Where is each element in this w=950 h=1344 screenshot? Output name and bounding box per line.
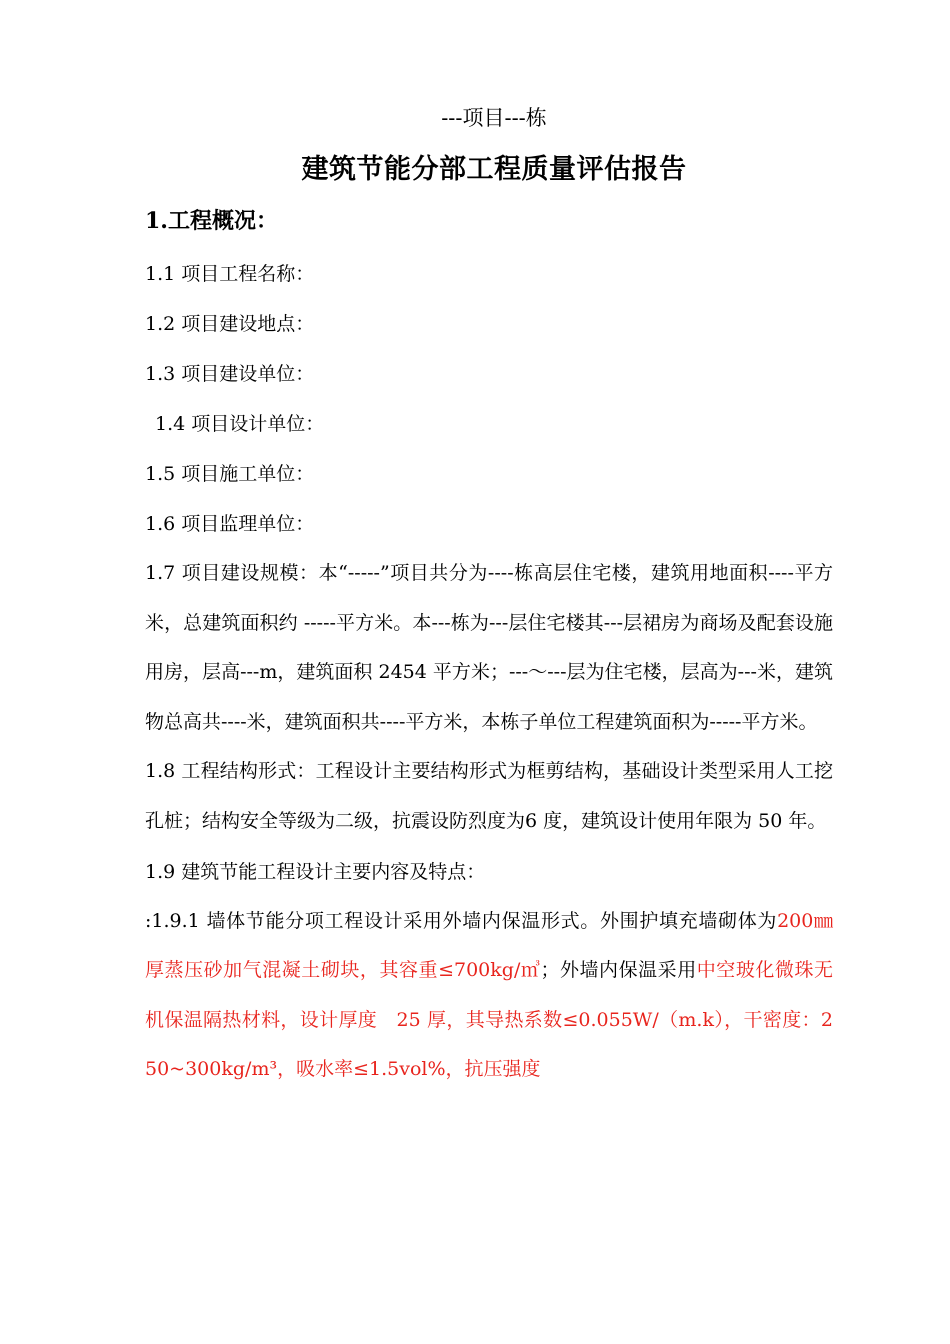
paragraph-structure-form: 1.8 工程结构形式：工程设计主要结构形式为框剪结构，基础设计类型采用人工挖孔桩；结构安全等级为二级，抗震设防烈度为6 度，建筑设计使用年限为 50 年。 [145,760,833,832]
wall-text-insulation-spec: 中空玻化微珠无机保温隔热材料，设计厚度 25 厚，其导热系数≤0.055W/（m.k），干密度：250~300kg/m³，吸水率≤1.5vol%，抗压强度 [145,959,833,1081]
wall-text-middle: ；外墙内保温采用 [540,959,697,982]
wall-text-intro: :1.9.1 墙体节能分项工程设计采用外墙内保温形式。外围护填充墙砌体为 [145,909,778,932]
item-project-name: 1.1 项目工程名称： [145,263,315,285]
item-energy-design-heading: 1.9 建筑节能工程设计主要内容及特点： [145,860,486,883]
section-heading-overview: 1.工程概况： [145,208,278,234]
item-project-location: 1.2 项目建设地点： [145,313,315,335]
item-builder-unit: 1.5 项目施工单位： [145,463,315,485]
item-construction-unit: 1.3 项目建设单位： [145,363,315,385]
item-design-unit: 1.4 项目设计单位： [155,413,325,435]
document-body [145,98,833,1095]
wall-text-block-spec: 200㎜ 厚蒸压砂加气混凝土砌块，其容重≤700kg/㎥ [145,909,834,982]
document-subtitle: ---项目---栋 [441,106,547,130]
paragraph-construction-scale: 1.7 项目建设规模：本“-----”项目共分为----栋高层住宅楼，建筑用地面积----平方米，总建筑面积约 -----平方米。本---栋为---层住宅楼其---层裙房为商场及配套设施用房，层高---m，建筑面积 2454 平方米；---～---层为住宅楼，层高为---米，建筑物总高共----米，建筑面积共----平方米，本栋子单位工程建筑面积为-----平方米。 [145,562,833,733]
document-title: 建筑节能分部工程质量评估报告 [301,154,687,185]
paragraph-wall-insulation [145,897,833,1095]
item-supervision-unit: 1.6 项目监理单位： [145,513,315,535]
